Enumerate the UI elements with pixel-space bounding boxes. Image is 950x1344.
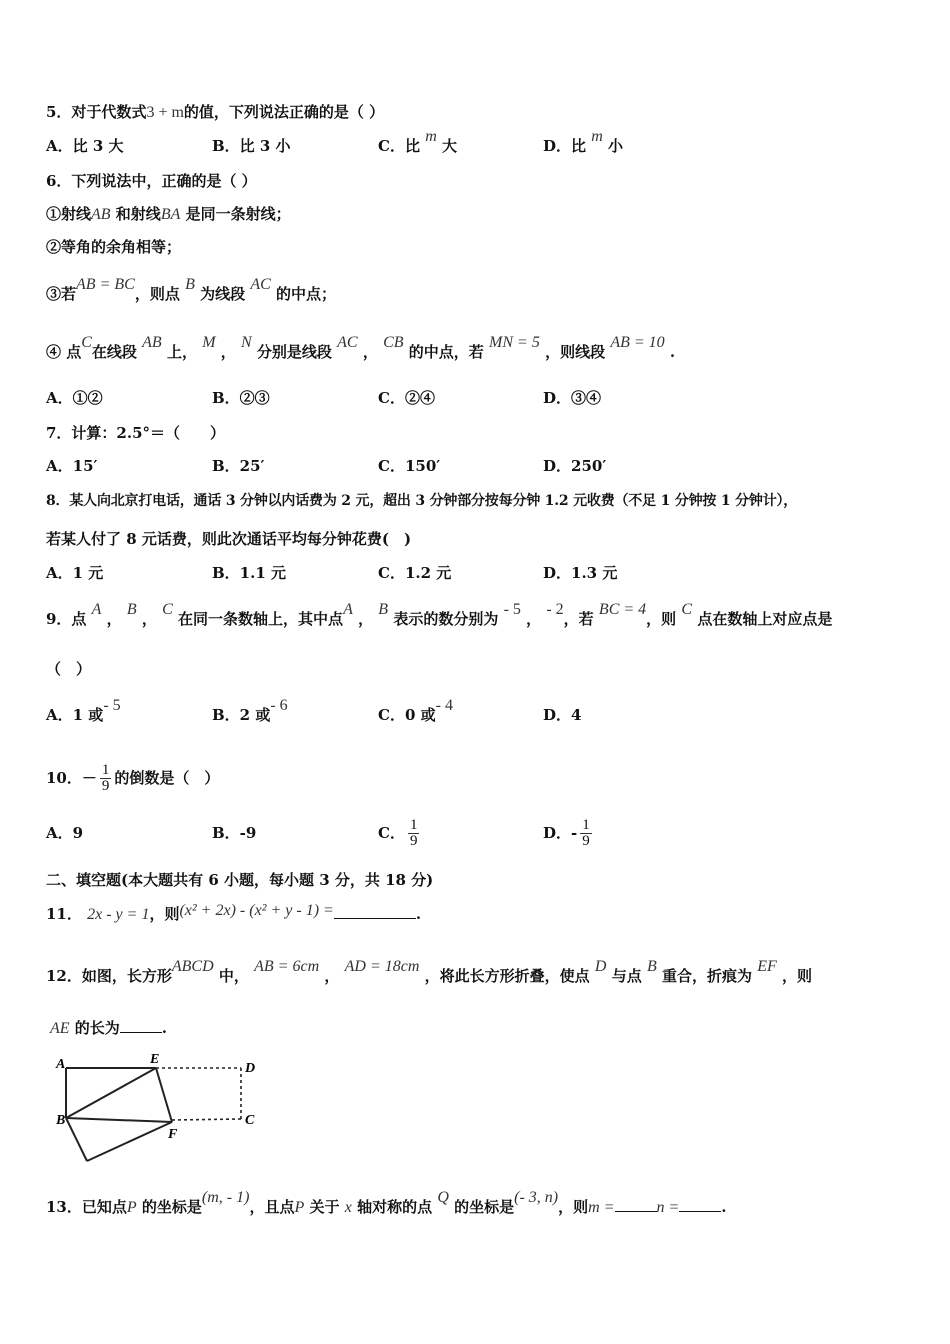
fig-label-f: F bbox=[168, 1127, 178, 1142]
q9-v2: - 2 bbox=[546, 601, 564, 618]
q9-opt-b-val: - 6 bbox=[270, 697, 288, 714]
q10-option-a: A．9 bbox=[46, 824, 84, 842]
q12-stem bbox=[46, 958, 812, 987]
q9-a2: A bbox=[343, 601, 353, 618]
q10-num: 1 bbox=[101, 761, 110, 778]
q13-t3: 关于 bbox=[309, 1198, 340, 1216]
q12-t5: ，则 bbox=[781, 967, 812, 985]
q5-option-d bbox=[543, 128, 624, 157]
q7-option-d: D．250′ bbox=[543, 457, 607, 475]
q13-m-blank[interactable] bbox=[615, 1197, 657, 1212]
fig-line-be bbox=[66, 1068, 156, 1118]
q13-t4: 轴对称的点 bbox=[357, 1198, 433, 1216]
q6-s4-t2: 上， bbox=[166, 343, 197, 361]
q12-b: B bbox=[646, 958, 657, 975]
q13-coord-q: (- 3, n) bbox=[514, 1189, 559, 1206]
q6-s4-comma: ， bbox=[220, 343, 236, 361]
q5-number: 5．对于代数式 bbox=[46, 103, 147, 121]
q13-stem bbox=[46, 1189, 727, 1218]
q11-num: 11． bbox=[46, 905, 82, 923]
q6-s3-mid2: 为线段 bbox=[200, 285, 246, 303]
q5-option-c-var: m bbox=[425, 128, 437, 145]
q8-option-b: B．1.1 元 bbox=[212, 564, 286, 582]
section-2-heading: 二、填空题(本大题共有 6 小题，每小题 3 分，共 18 分) bbox=[46, 871, 434, 889]
q9-bc: BC = 4 bbox=[598, 601, 647, 618]
q6-s4-c: C bbox=[81, 334, 92, 351]
q9-option-c bbox=[378, 697, 453, 726]
q12-pre: 12．如图，长方形 bbox=[46, 967, 172, 985]
q13-p2: P bbox=[294, 1199, 305, 1216]
q6-statement-3 bbox=[46, 276, 337, 305]
q12-t4: 重合，折痕为 bbox=[661, 967, 752, 985]
q10-opt-d-num: 1 bbox=[582, 816, 590, 833]
q12-fold-figure bbox=[50, 1048, 270, 1168]
q5-option-d-var: m bbox=[591, 128, 603, 145]
q6-s3-ac: AC bbox=[250, 276, 271, 293]
q10-opt-c-pre: C． bbox=[378, 824, 405, 842]
q13-t2: ，且点 bbox=[249, 1198, 295, 1216]
q9-b2: B bbox=[378, 601, 389, 618]
q12-t1: 中， bbox=[218, 967, 249, 985]
q10-fraction bbox=[100, 763, 112, 794]
q5-stem bbox=[46, 102, 384, 123]
q9-t1: 在同一条数轴上，其中点 bbox=[178, 610, 344, 628]
q9-stem: 9．点 A ， B ， C 在同一条数轴上，其中点A ， B 表示的数分别为 - 5 ， - 2，若 BC = 4，则 C 点在数轴上对应点是 bbox=[46, 601, 833, 628]
q10-pre: 10．－ bbox=[46, 769, 97, 787]
q5-option-a: A．比 3 大 bbox=[46, 137, 124, 155]
q5-option-b: B．比 3 小 bbox=[212, 137, 291, 155]
q11-expression: (x² + 2x) - (x² + y - 1) = bbox=[179, 902, 334, 919]
q12-ef: EF bbox=[757, 958, 777, 975]
q6-statement-1 bbox=[46, 204, 291, 225]
q6-option-d: D．③④ bbox=[543, 389, 602, 407]
fig-label-d: D bbox=[245, 1061, 256, 1076]
q9-a: A bbox=[91, 601, 102, 618]
q6-s3-eq: AB = BC bbox=[76, 276, 135, 293]
q9-paren: （ ） bbox=[46, 660, 92, 678]
q8-option-d: D．1.3 元 bbox=[543, 564, 618, 582]
q9-opt-b-pre: B．2 或 bbox=[212, 706, 271, 724]
q9-option-a bbox=[46, 697, 121, 726]
q9-opt-a-val: - 5 bbox=[103, 697, 121, 714]
q13-end: . bbox=[721, 1198, 727, 1216]
q7-title: 7．计算：2.5°＝（ ） bbox=[46, 424, 226, 442]
fig-label-b: B bbox=[56, 1113, 66, 1128]
q6-s4-ab10: AB = 10 bbox=[610, 334, 665, 351]
q5-option-c-suffix: 大 bbox=[441, 137, 457, 155]
q5-text: 的值，下列说法正确的是（ ） bbox=[183, 103, 385, 121]
q7-option-a: A．15′ bbox=[46, 457, 98, 475]
q6-statement-4 bbox=[46, 334, 676, 363]
fig-line-fold-f bbox=[87, 1122, 172, 1161]
fig-line-ef bbox=[156, 1068, 172, 1122]
q9-opt-c-pre: C．0 或 bbox=[378, 706, 436, 724]
q6-s4-t1: 在线段 bbox=[91, 343, 137, 361]
q9-option-d: D．4 bbox=[543, 706, 582, 724]
q13-q: Q bbox=[437, 1189, 449, 1206]
q5-option-c bbox=[378, 128, 457, 157]
q12-answer-blank[interactable] bbox=[120, 1018, 162, 1033]
q10-option-c bbox=[378, 815, 422, 851]
q6-s1-mid: 和射线 bbox=[115, 205, 161, 223]
q10-opt-c-den: 9 bbox=[409, 832, 418, 849]
fig-line-fold-b bbox=[66, 1118, 87, 1161]
q8-option-c: C．1.2 元 bbox=[378, 564, 452, 582]
q11-then: ，则 bbox=[149, 905, 180, 923]
q9-c: C bbox=[162, 601, 173, 618]
q6-s3-post: 的中点； bbox=[276, 285, 337, 303]
q7-option-c: C．150′ bbox=[378, 457, 441, 475]
q8-line-1: 8．某人向北京打电话，通话 3 分钟以内话费为 2 元，超出 3 分钟部分按每分钟 1.2 元收费（不足 1 分钟按 1 分钟计）， bbox=[46, 493, 798, 509]
fig-line-bf bbox=[66, 1118, 172, 1122]
q9-option-b bbox=[212, 697, 288, 726]
q10-opt-d-den: 9 bbox=[582, 832, 590, 849]
q10-stem bbox=[46, 760, 219, 796]
q6-option-b: B．②③ bbox=[212, 389, 270, 407]
q12-end: . bbox=[161, 1019, 168, 1037]
q13-pre: 13．已知点 bbox=[46, 1198, 127, 1216]
q5-option-c-prefix: C．比 bbox=[378, 137, 420, 155]
q6-s4-ac: AC bbox=[337, 334, 358, 351]
q6-title: 6．下列说法中，正确的是（ ） bbox=[46, 172, 257, 190]
q6-statement-2: ②等角的余角相等； bbox=[46, 238, 182, 256]
q12-t2: ，将此长方形折叠，使点 bbox=[424, 967, 590, 985]
q6-s3-b: B bbox=[185, 276, 195, 293]
q6-s1-pre: ①射线 bbox=[46, 205, 92, 223]
q12-ab: AB = 6cm bbox=[254, 958, 320, 975]
q5-expression: 3 + m bbox=[146, 104, 184, 121]
q13-t5: 的坐标是 bbox=[454, 1198, 515, 1216]
q6-s4-t3: 分别是线段 bbox=[256, 343, 332, 361]
fig-dash-fc bbox=[172, 1119, 241, 1120]
q12-ad: AD = 18cm bbox=[344, 958, 420, 975]
fig-label-e: E bbox=[150, 1052, 160, 1067]
q13-coord-p: (m, - 1) bbox=[201, 1189, 250, 1206]
q12-ae: AE bbox=[50, 1020, 70, 1037]
q13-n-eq: n = bbox=[656, 1199, 680, 1216]
q9-t3: ，若 bbox=[563, 610, 594, 628]
q6-s4-n: N bbox=[241, 334, 252, 351]
q12-abcd: ABCD bbox=[171, 958, 214, 975]
q13-t6: ，则 bbox=[558, 1198, 589, 1216]
q7-option-b: B．25′ bbox=[212, 457, 265, 475]
q10-opt-d-pre: D．- bbox=[543, 824, 578, 842]
q13-x: x bbox=[344, 1199, 352, 1216]
q5-option-d-suffix: 小 bbox=[608, 137, 624, 155]
q13-m-eq: m = bbox=[588, 1199, 615, 1216]
q9-opt-c-val: - 4 bbox=[435, 697, 453, 714]
q11-condition: 2x - y = 1 bbox=[87, 906, 150, 923]
q12-t6: 的长为 bbox=[74, 1019, 120, 1037]
q6-s4-end: . bbox=[669, 343, 676, 361]
q13-p: P bbox=[126, 1199, 137, 1216]
q9-v1: - 5 bbox=[503, 601, 521, 618]
q6-s1-ba: BA bbox=[160, 206, 181, 223]
q9-t5: 点在数轴上对应点是 bbox=[697, 610, 833, 628]
q12-t3: 与点 bbox=[611, 967, 642, 985]
q9-t2: 表示的数分别为 bbox=[393, 610, 499, 628]
q10-opt-c-fraction bbox=[408, 818, 420, 849]
q8-line-2: 若某人付了 8 元话费，则此次通话平均每分钟花费( ) bbox=[46, 530, 412, 548]
fig-label-c: C bbox=[245, 1113, 255, 1128]
q6-s1-ab: AB bbox=[91, 206, 111, 223]
q11-end: . bbox=[415, 905, 422, 923]
q13-t1: 的坐标是 bbox=[141, 1198, 202, 1216]
q6-s4-ab: AB bbox=[142, 334, 162, 351]
q10-post: 的倒数是（ ） bbox=[114, 769, 220, 787]
q9-pre: 9．点 bbox=[46, 610, 87, 628]
q6-option-a: A．①② bbox=[46, 389, 103, 407]
fig-label-a: A bbox=[56, 1057, 66, 1072]
q10-den: 9 bbox=[101, 777, 110, 794]
q6-s3-pre: ③若 bbox=[46, 285, 77, 303]
q6-s3-mid1: ，则点 bbox=[134, 285, 180, 303]
q6-s4-pre: ④ 点 bbox=[46, 343, 82, 361]
q10-opt-d-fraction bbox=[580, 818, 592, 849]
q11-stem bbox=[46, 904, 421, 925]
q12-comma: ， bbox=[324, 967, 340, 985]
q6-s4-cb: CB bbox=[383, 334, 404, 351]
q8-option-a: A．1 元 bbox=[46, 564, 104, 582]
q12-d: D bbox=[594, 958, 607, 975]
q9-opt-a-pre: A．1 或 bbox=[46, 706, 104, 724]
q10-opt-c-num: 1 bbox=[409, 816, 418, 833]
q9-c2: C bbox=[681, 601, 693, 618]
q6-s4-m: M bbox=[202, 334, 216, 351]
q6-s4-mn: MN = 5 bbox=[489, 334, 540, 351]
q9-b: B bbox=[126, 601, 137, 618]
q12-line-2 bbox=[50, 1018, 167, 1039]
q6-s4-comma2: ， bbox=[362, 343, 378, 361]
q5-option-d-prefix: D．比 bbox=[543, 137, 587, 155]
q10-option-b: B．-9 bbox=[212, 824, 257, 842]
q6-option-c: C．②④ bbox=[378, 389, 435, 407]
q6-s4-t4: 的中点，若 bbox=[408, 343, 484, 361]
q10-option-d bbox=[543, 815, 595, 851]
q6-s1-post: 是同一条射线； bbox=[185, 205, 291, 223]
q6-s4-t5: ，则线段 bbox=[545, 343, 606, 361]
q11-answer-blank[interactable] bbox=[334, 904, 416, 919]
q9-t4: ，则 bbox=[646, 610, 677, 628]
q13-n-blank[interactable] bbox=[679, 1197, 721, 1212]
